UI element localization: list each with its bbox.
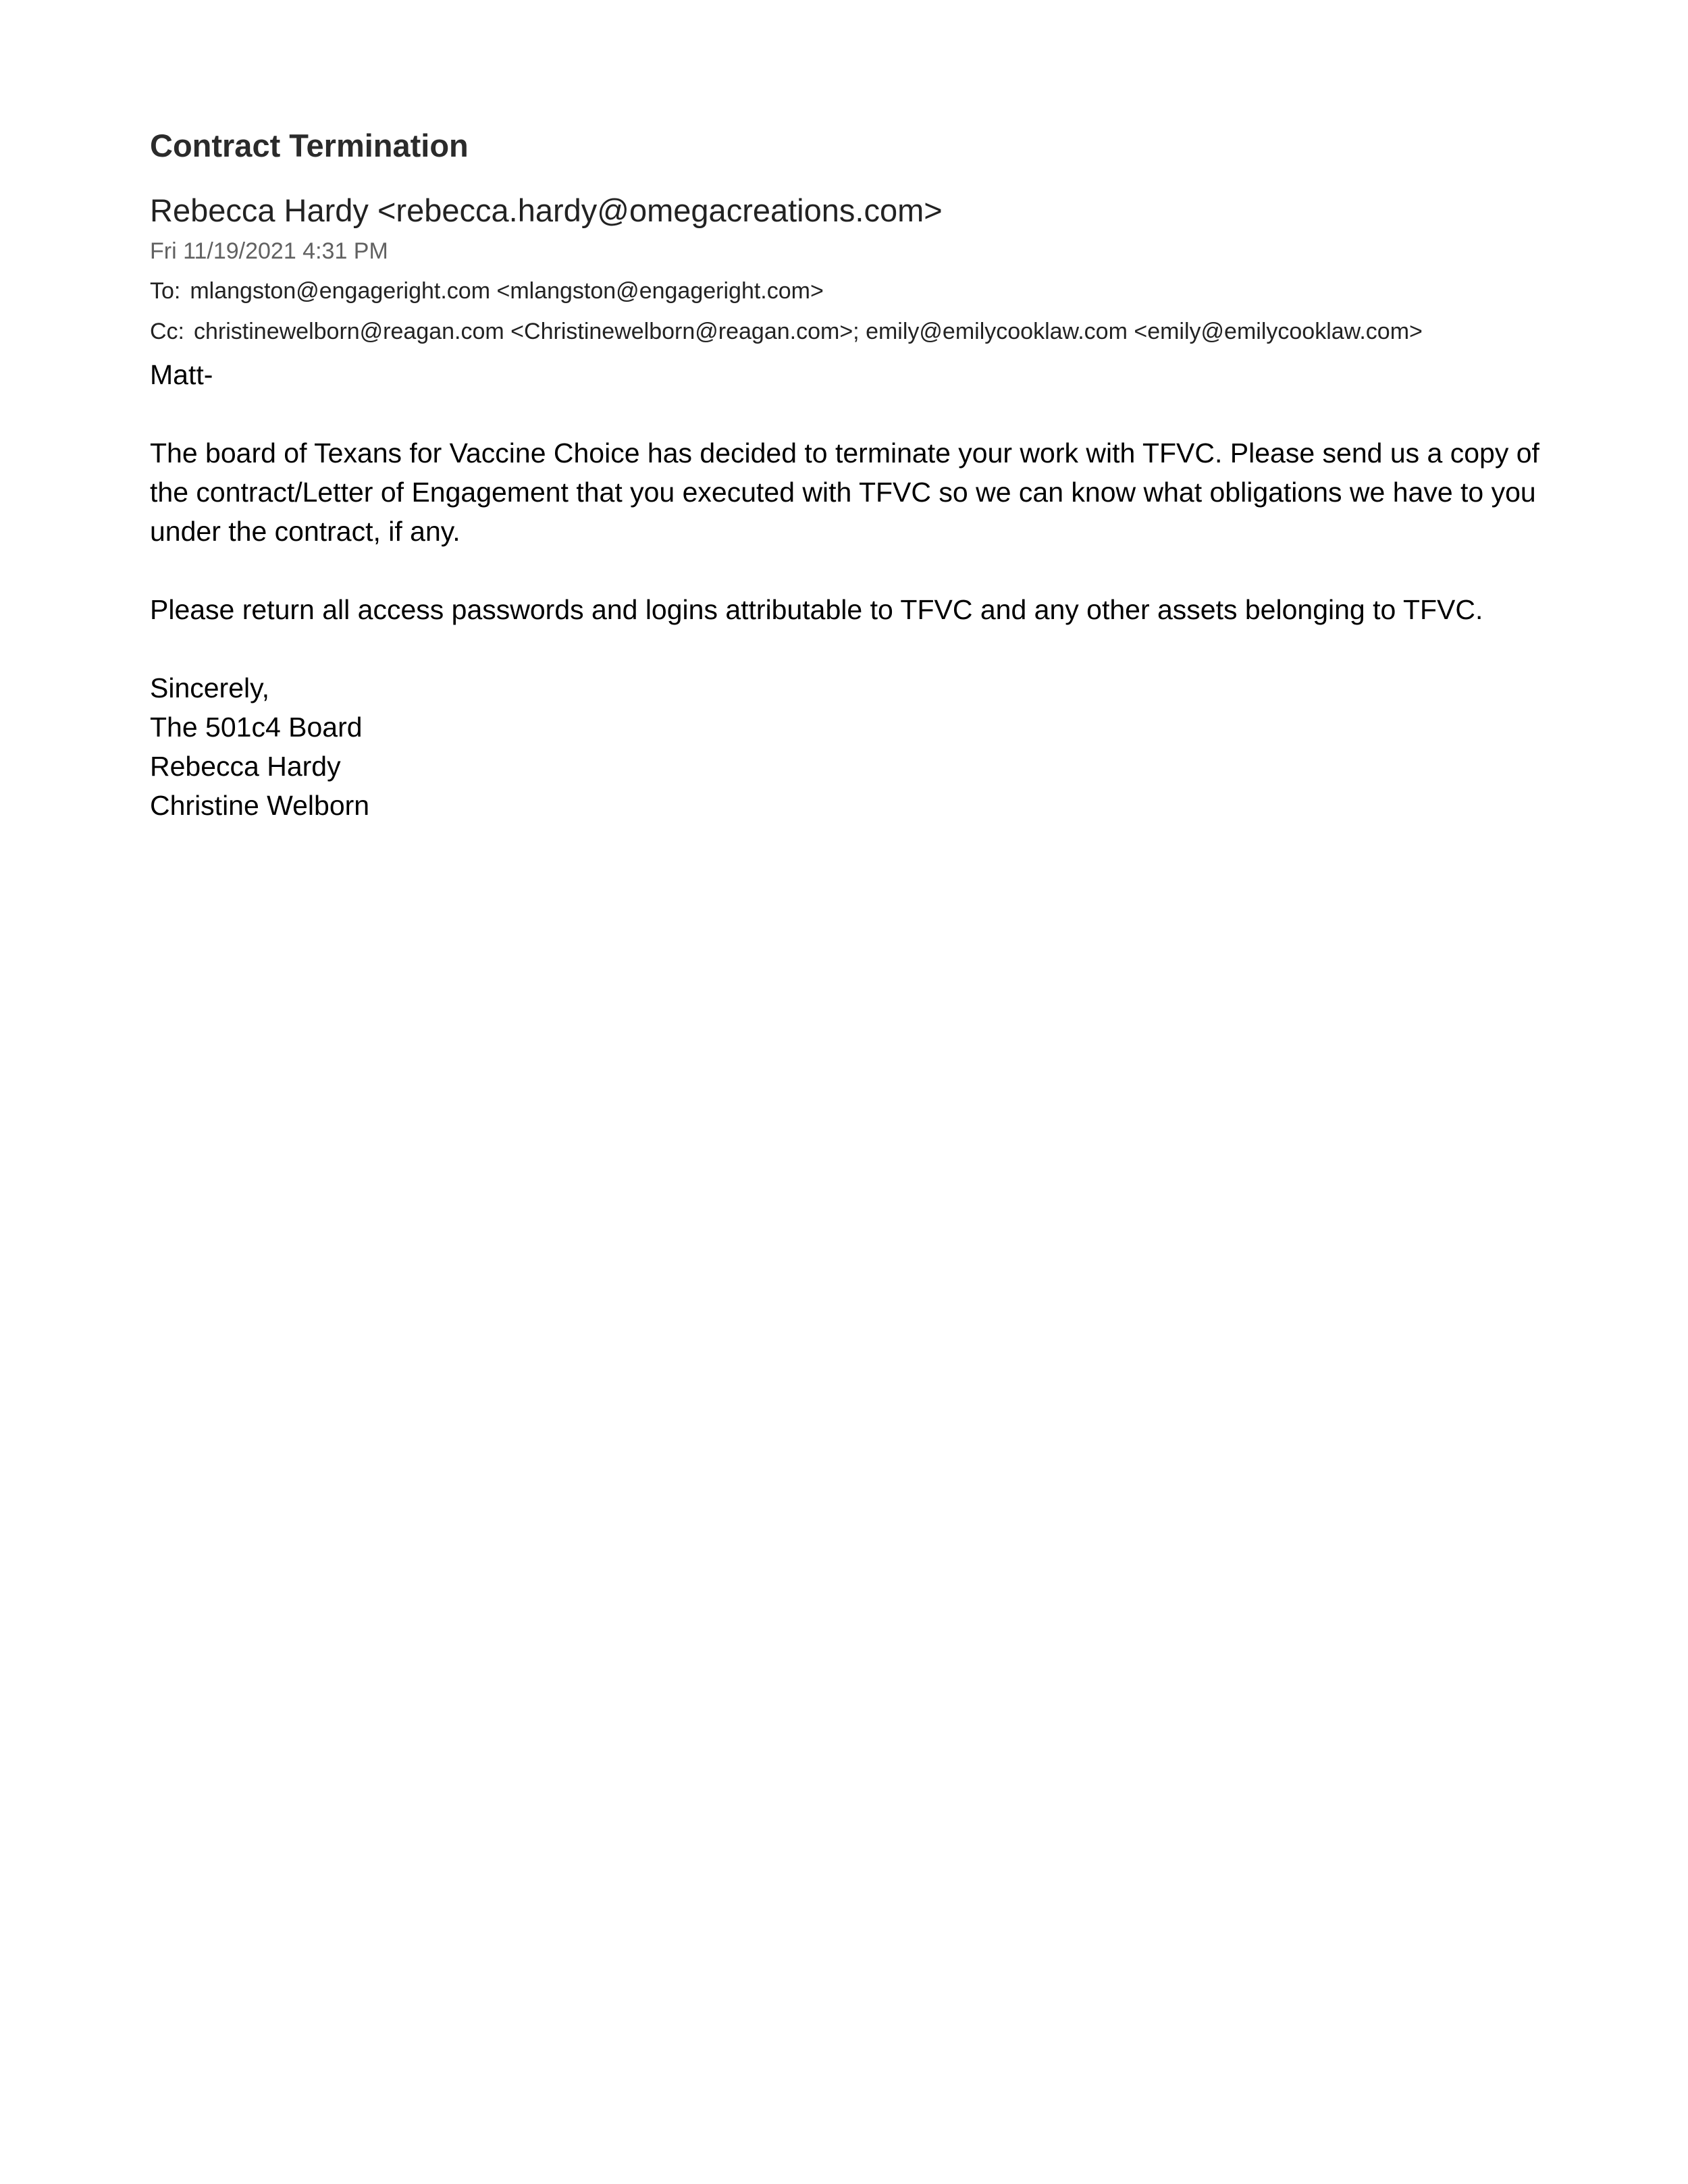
email-date: Fri 11/19/2021 4:31 PM	[150, 238, 388, 264]
closing: Sincerely,	[150, 672, 269, 703]
greeting: Matt-	[150, 359, 213, 390]
signature-line-1: The 501c4 Board	[150, 712, 363, 743]
body-paragraph-2: Please return all access passwords and logins attributable to TFVC and any other assets belonging to TFVC.	[150, 594, 1483, 625]
to-label: To:	[150, 278, 181, 304]
email-sender: Rebecca Hardy <rebecca.hardy@omegacreations.com>	[150, 192, 943, 228]
cc-label: Cc:	[150, 319, 184, 344]
signature-line-2: Rebecca Hardy	[150, 751, 341, 782]
email-subject: Contract Termination	[150, 128, 469, 163]
cc-recipients: christinewelborn@reagan.com <Christinewelborn@reagan.com>; emily@emilycooklaw.com <emily@emilycooklaw.com>	[194, 319, 1423, 344]
body-paragraph-1: The board of Texans for Vaccine Choice has decided to terminate your work with TFVC. Please send us a copy of the contract/Letter of Engagement that you executed with TFVC so we can know what obligations we have to you under the contract, if any.	[150, 437, 1539, 547]
signature-line-3: Christine Welborn	[150, 790, 370, 821]
email-cc-line	[150, 311, 1568, 352]
email-message	[150, 122, 1568, 825]
email-body	[150, 355, 1568, 825]
email-to-line	[150, 270, 1568, 312]
to-recipients: mlangston@engageright.com <mlangston@engageright.com>	[190, 278, 824, 304]
